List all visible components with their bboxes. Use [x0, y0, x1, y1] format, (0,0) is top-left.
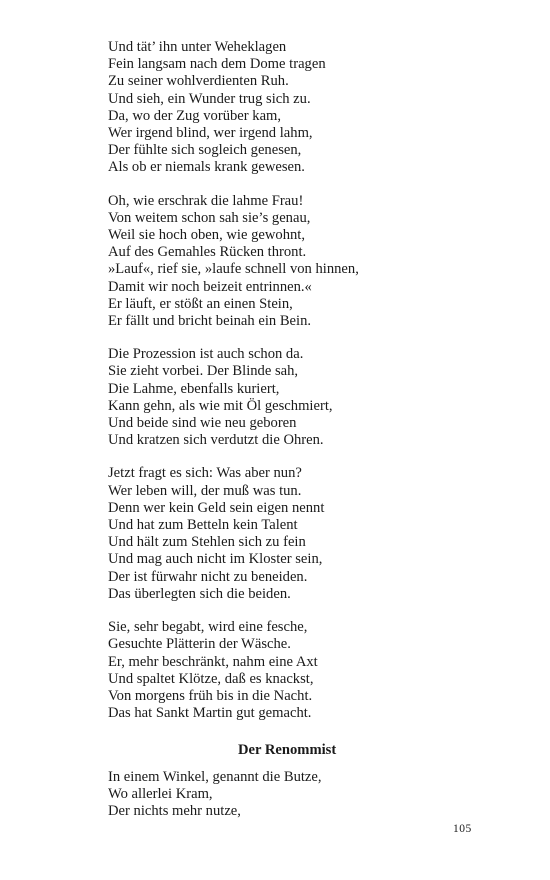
verse-line: Fein langsam nach dem Dome tragen: [108, 56, 326, 73]
verse-line: Und sieh, ein Wunder trug sich zu.: [108, 90, 311, 107]
verse-line: Und kratzen sich verdutzt die Ohren.: [108, 432, 324, 449]
verse-line: Da, wo der Zug vorüber kam,: [108, 107, 282, 124]
verse-line: Das hat Sankt Martin gut gemacht.: [108, 705, 312, 722]
next-poem-stanza: [108, 769, 488, 821]
page-number: 105: [453, 823, 472, 835]
verse-line: Die Lahme, ebenfalls kuriert,: [108, 380, 280, 397]
verse-line: Er läuft, er stößt an einen Stein,: [108, 295, 293, 312]
verse-line: »Lauf«, rief sie, »laufe schnell von hinnen,: [108, 261, 359, 278]
verse-line: Von morgens früh bis in die Nacht.: [108, 687, 313, 704]
verse-line: Als ob er niemals krank gewesen.: [108, 159, 305, 176]
verse-line: Von weitem schon sah sie’s genau,: [108, 209, 311, 226]
verse-line: Und hält zum Stehlen sich zu fein: [108, 534, 306, 551]
verse-line: Weil sie hoch oben, wie gewohnt,: [108, 227, 306, 244]
verse-line: Denn wer kein Geld sein eigen nennt: [108, 499, 325, 516]
verse-line: In einem Winkel, genannt die Butze,: [108, 768, 322, 785]
stanza-4: [108, 465, 488, 603]
verse-line: Kann gehn, als wie mit Öl geschmiert,: [108, 397, 333, 414]
verse-line: Gesuchte Plätterin der Wäsche.: [108, 636, 291, 653]
verse-line: Und hat zum Betteln kein Talent: [108, 517, 298, 534]
verse-line: Oh, wie erschrak die lahme Frau!: [108, 192, 304, 209]
verse-line: Sie zieht vorbei. Der Blinde sah,: [108, 363, 299, 380]
stanza-3: [108, 346, 488, 449]
verse-line: Wer irgend blind, wer irgend lahm,: [108, 125, 313, 142]
verse-line: Zu seiner wohlverdienten Ruh.: [108, 73, 289, 90]
verse-line: Er fällt und bricht beinah ein Bein.: [108, 313, 312, 330]
verse-line: Und tät’ ihn unter Weheklagen: [108, 39, 287, 55]
verse-line: Sie, sehr begabt, wird eine fesche,: [108, 619, 308, 636]
verse-line: Jetzt fragt es sich: Was aber nun?: [108, 465, 302, 482]
stanza-2: [108, 193, 488, 331]
poem-title: Der Renommist: [238, 742, 337, 759]
verse-line: Das überlegten sich die beiden.: [108, 585, 291, 602]
verse-line: Der ist fürwahr nicht zu beneiden.: [108, 568, 308, 585]
verse-line: Die Prozession ist auch schon da.: [108, 346, 304, 363]
verse-line: Wer leben will, der muß was tun.: [108, 482, 302, 499]
verse-line: Und beide sind wie neu geboren: [108, 415, 297, 432]
verse-line: Und spaltet Klötze, daß es knackst,: [108, 670, 314, 687]
stanza-1: [108, 39, 488, 177]
verse-line: Damit wir noch beizeit entrinnen.«: [108, 278, 312, 295]
stanza-5: [108, 619, 488, 722]
verse-line: Und mag auch nicht im Kloster sein,: [108, 551, 323, 568]
verse-line: Er, mehr beschränkt, nahm eine Axt: [108, 653, 318, 670]
verse-line: Auf des Gemahles Rücken thront.: [108, 244, 307, 261]
verse-line: Wo allerlei Kram,: [108, 785, 213, 802]
verse-line: Der nichts mehr nutze,: [108, 802, 241, 819]
verse-line: Der fühlte sich sogleich genesen,: [108, 142, 302, 159]
poem-text: [108, 39, 488, 820]
